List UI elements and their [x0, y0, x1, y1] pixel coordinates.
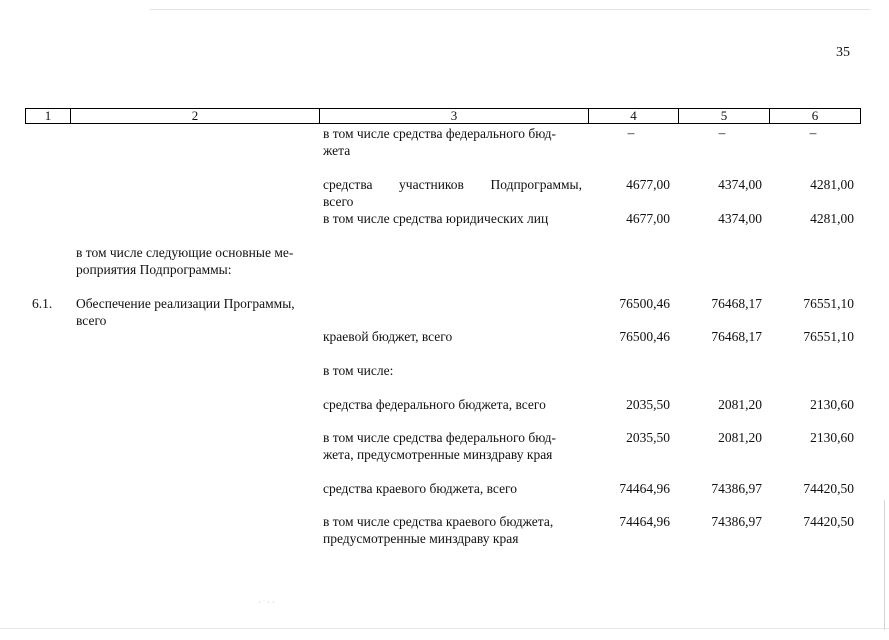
row-participants-col5: 4374,00 [718, 177, 762, 192]
row-fed-incl-text-line2: жета [323, 143, 351, 158]
row-federal-health-col4: 2035,50 [626, 430, 670, 445]
row-regional-health-text-line1: в том числе средства краевого бюджета, [323, 514, 554, 529]
row-federal-total-col5: 2081,20 [718, 397, 762, 412]
row-participants-text-line2: всего [323, 194, 354, 209]
row-main-activities-line2: роприятия Подпрограммы: [76, 262, 232, 277]
row-regional-funds-text: средства краевого бюджета, всего [323, 481, 518, 496]
row-regional-health-text-line2: предусмотренные минздраву края [323, 531, 519, 546]
row-main-activities-line1: в том числе следующие основные ме- [76, 245, 294, 260]
header-col-2: 2 [191, 108, 199, 123]
row-federal-health-col5: 2081,20 [718, 430, 762, 445]
row-federal-total-col6: 2130,60 [810, 397, 854, 412]
row-6-1-col5: 76468,17 [711, 296, 762, 311]
row-participants-col4: 4677,00 [626, 177, 670, 192]
row-regional-total-text: краевой бюджет, всего [323, 329, 453, 344]
header-col-4: 4 [630, 108, 637, 123]
row-including-text: в том числе: [323, 363, 394, 378]
row-federal-total-text: средства федерального бюджета, всего [323, 397, 546, 412]
row-fed-incl-text-line1: в том числе средства федерального бюд- [323, 126, 556, 141]
scan-artifact-top [150, 9, 870, 10]
row-6-1-col6: 76551,10 [803, 296, 854, 311]
row-participants-col6: 4281,00 [810, 177, 854, 192]
row-regional-funds-col5: 74386,97 [711, 481, 762, 496]
header-col-6: 6 [811, 108, 819, 123]
row-regional-health-col5: 74386,97 [711, 514, 762, 529]
row-6-1-col4: 76500,46 [619, 296, 670, 311]
row-regional-health-col4: 74464,96 [619, 514, 670, 529]
row-legal-col4: 4677,00 [626, 211, 670, 226]
row-6-1-text-line2: всего [76, 313, 107, 328]
row-fed-incl-col4: – [627, 125, 635, 140]
row-regional-funds-col6: 74420,50 [803, 481, 854, 496]
header-col-5: 5 [720, 108, 728, 123]
row-federal-health-text-line2: жета, предусмотренные минздраву края [323, 447, 553, 462]
row-fed-incl-col6: – [809, 125, 817, 140]
row-regional-total-col6: 76551,10 [803, 329, 854, 344]
row-6-1-text-line1: Обеспечение реализации Программы, [76, 296, 295, 311]
scan-artifact-bottom [0, 628, 889, 629]
row-legal-col5: 4374,00 [718, 211, 762, 226]
row-regional-health-col6: 74420,50 [803, 514, 854, 529]
table-header-row [25, 108, 861, 124]
row-legal-text: в том числе средства юридических лиц [323, 211, 549, 226]
row-fed-incl-col5: – [718, 125, 726, 140]
scan-specks: · ˙ · · [258, 598, 275, 607]
row-regional-total-col4: 76500,46 [619, 329, 670, 344]
header-col-1: 1 [44, 108, 52, 123]
row-federal-health-text-line1: в том числе средства федерального бюд- [323, 430, 556, 445]
row-federal-health-col6: 2130,60 [810, 430, 854, 445]
scan-artifact-right [884, 500, 885, 630]
row-regional-total-col5: 76468,17 [711, 329, 762, 344]
row-participants-text-line1: средства участников Подпрограммы, [323, 177, 582, 192]
row-regional-funds-col4: 74464,96 [619, 481, 670, 496]
page-number: 35 [836, 45, 850, 60]
header-col-3: 3 [450, 108, 458, 123]
row-6-1-number: 6.1. [32, 296, 53, 311]
row-federal-total-col4: 2035,50 [626, 397, 670, 412]
row-legal-col6: 4281,00 [810, 211, 854, 226]
